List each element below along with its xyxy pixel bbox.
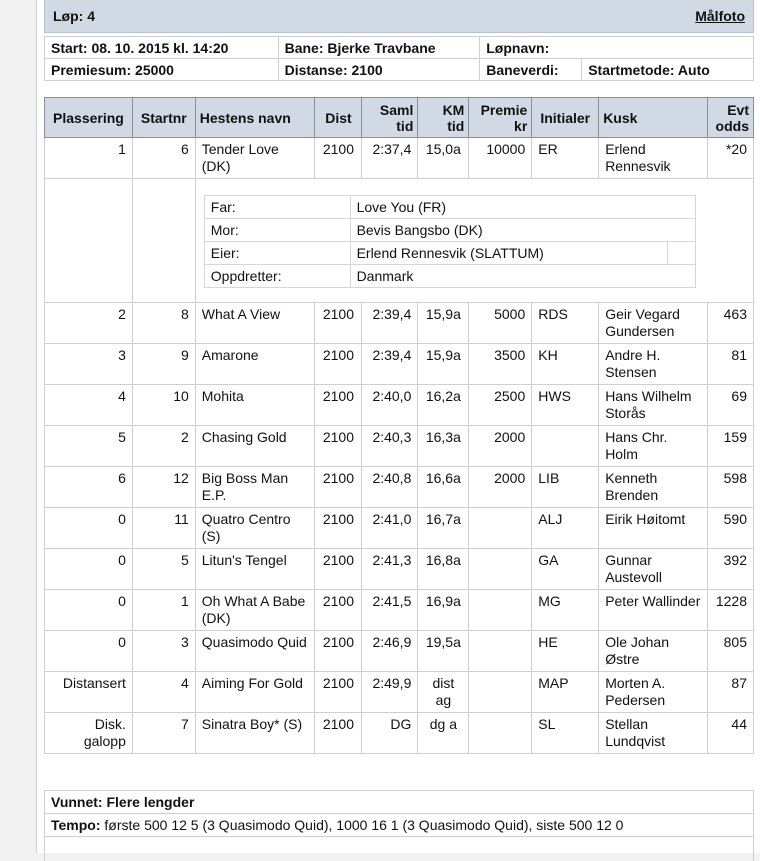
tempo-value: første 500 12 5 (3 Quasimodo Quid), 1000 16 1 (3 Quasimodo Quid), siste 500 12 0 (100, 817, 624, 833)
table-row (45, 426, 754, 467)
km-time: dg a (418, 713, 469, 754)
placement: 1 (45, 138, 133, 179)
race-header (44, 0, 754, 33)
initials: SL (532, 713, 599, 754)
initials: HWS (532, 385, 599, 426)
owner-value: Erlend Rennesvik (SLATTUM) (350, 242, 667, 265)
initials: ALJ (532, 508, 599, 549)
placement: 0 (45, 631, 133, 672)
col-driver[interactable]: Kusk (599, 98, 708, 138)
results-header-row (45, 98, 754, 138)
horse-name[interactable]: Big Boss Man E.P. (195, 467, 315, 508)
col-dist[interactable]: Dist (315, 98, 362, 138)
col-initials[interactable]: Initialer (532, 98, 599, 138)
total-time: 2:41,5 (362, 590, 418, 631)
driver[interactable]: Stellan Lundqvist (599, 713, 708, 754)
table-row (45, 631, 754, 672)
race-summary-table (44, 790, 754, 861)
start-number: 4 (132, 672, 195, 713)
start-number: 7 (132, 713, 195, 754)
total-time: 2:40,3 (362, 426, 418, 467)
race-name: Løpnavn: (480, 37, 754, 59)
initials: ER (532, 138, 599, 179)
prize: 5000 (469, 303, 532, 344)
initials: MAP (532, 672, 599, 713)
start-method: Startmetode: Auto (582, 59, 754, 81)
km-time: 16,7a (418, 508, 469, 549)
table-row (45, 344, 754, 385)
horse-detail-row (45, 179, 754, 303)
driver[interactable]: Eirik Høitomt (599, 508, 708, 549)
horse-name[interactable]: Tender Love (DK) (195, 138, 315, 179)
km-time: 19,5a (418, 631, 469, 672)
distance: 2100 (315, 467, 362, 508)
winning-margin: Vunnet: Flere lengder (45, 791, 754, 814)
odds: 1228 (707, 590, 753, 631)
results-table (44, 97, 754, 754)
race-distance: Distanse: 2100 (278, 59, 480, 81)
total-time: 2:41,3 (362, 549, 418, 590)
initials: LIB (532, 467, 599, 508)
total-time: 2:46,9 (362, 631, 418, 672)
horse-name[interactable]: Chasing Gold (195, 426, 315, 467)
horse-name[interactable]: Litun's Tengel (195, 549, 315, 590)
start-number: 12 (132, 467, 195, 508)
start-number: 3 (132, 631, 195, 672)
prize (469, 631, 532, 672)
table-row (45, 385, 754, 426)
placement: 6 (45, 467, 133, 508)
col-prize[interactable]: Premie kr (469, 98, 532, 138)
total-time: 2:39,4 (362, 344, 418, 385)
col-horse-name[interactable]: Hestens navn (195, 98, 315, 138)
distance: 2100 (315, 385, 362, 426)
total-time: 2:39,4 (362, 303, 418, 344)
col-odds[interactable]: Evt odds (707, 98, 753, 138)
start-number: 1 (132, 590, 195, 631)
total-time: 2:41,0 (362, 508, 418, 549)
odds: 463 (707, 303, 753, 344)
track-value: Baneverdi: (480, 59, 582, 81)
start-number: 5 (132, 549, 195, 590)
col-placement[interactable]: Plassering (45, 98, 133, 138)
odds: 69 (707, 385, 753, 426)
driver[interactable]: Hans Wilhelm Storås (599, 385, 708, 426)
table-row (45, 713, 754, 754)
initials: RDS (532, 303, 599, 344)
sire-value: Love You (FR) (350, 196, 695, 219)
driver[interactable]: Kenneth Brenden (599, 467, 708, 508)
distance: 2100 (315, 590, 362, 631)
start-number: 6 (132, 138, 195, 179)
race-title: Løp: 4 (53, 8, 95, 24)
placement: 4 (45, 385, 133, 426)
placement: 0 (45, 508, 133, 549)
dam-value: Bevis Bangsbo (DK) (350, 219, 695, 242)
start-number: 10 (132, 385, 195, 426)
horse-name[interactable]: Quatro Centro (S) (195, 508, 315, 549)
detail-empty-2 (132, 179, 195, 303)
sire-label: Far: (204, 196, 350, 219)
distance: 2100 (315, 303, 362, 344)
breeder-label: Oppdretter: (204, 265, 350, 288)
driver[interactable]: Hans Chr. Holm (599, 426, 708, 467)
owner-extra-cell (667, 242, 695, 265)
horse-name[interactable]: Amarone (195, 344, 315, 385)
placement: Distansert (45, 672, 133, 713)
odds: *20 (707, 138, 753, 179)
placement: 0 (45, 549, 133, 590)
photo-finish-link[interactable]: Målfoto (695, 8, 745, 24)
start-number: 8 (132, 303, 195, 344)
detail-empty-1 (45, 179, 133, 303)
odds: 598 (707, 467, 753, 508)
distance: 2100 (315, 549, 362, 590)
km-time: 16,2a (418, 385, 469, 426)
start-number: 11 (132, 508, 195, 549)
total-time: 2:40,8 (362, 467, 418, 508)
placement: 3 (45, 344, 133, 385)
odds: 590 (707, 508, 753, 549)
horse-name[interactable]: Quasimodo Quid (195, 631, 315, 672)
driver[interactable]: Ole Johan Østre (599, 631, 708, 672)
distance: 2100 (315, 344, 362, 385)
odds: 44 (707, 713, 753, 754)
prize: 2000 (469, 467, 532, 508)
prize: 2000 (469, 426, 532, 467)
km-time: 15,9a (418, 303, 469, 344)
horse-name[interactable]: Mohita (195, 385, 315, 426)
horse-detail-cell (195, 179, 753, 303)
driver[interactable]: Geir Vegard Gundersen (599, 303, 708, 344)
odds: 159 (707, 426, 753, 467)
odds: 392 (707, 549, 753, 590)
table-row (45, 303, 754, 344)
horse-name[interactable]: Sinatra Boy* (S) (195, 713, 315, 754)
distance: 2100 (315, 672, 362, 713)
horse-name[interactable]: What A View (195, 303, 315, 344)
dam-label: Mor: (204, 219, 350, 242)
initials: KH (532, 344, 599, 385)
placement: 2 (45, 303, 133, 344)
total-time: DG (362, 713, 418, 754)
table-row (45, 508, 754, 549)
distance: 2100 (315, 426, 362, 467)
distance: 2100 (315, 713, 362, 754)
horse-pedigree-table (204, 195, 696, 288)
placement: Disk. galopp (45, 713, 133, 754)
odds: 81 (707, 344, 753, 385)
total-time: 2:49,9 (362, 672, 418, 713)
total-time: 2:37,4 (362, 138, 418, 179)
driver[interactable]: Gunnar Austevoll (599, 549, 708, 590)
col-total-time[interactable]: Saml tid (362, 98, 418, 138)
km-time: 16,3a (418, 426, 469, 467)
table-row (45, 590, 754, 631)
initials: GA (532, 549, 599, 590)
prize (469, 672, 532, 713)
table-row (45, 672, 754, 713)
distance: 2100 (315, 631, 362, 672)
initials: HE (532, 631, 599, 672)
placement: 5 (45, 426, 133, 467)
tempo-label: Tempo: (51, 817, 101, 833)
prize: 2500 (469, 385, 532, 426)
breeder-value: Danmark (350, 265, 695, 288)
table-row (45, 138, 754, 179)
placement: 0 (45, 590, 133, 631)
km-time: 15,9a (418, 344, 469, 385)
km-time: 16,9a (418, 590, 469, 631)
initials (532, 426, 599, 467)
col-startnr[interactable]: Startnr (132, 98, 195, 138)
km-time: dist ag (418, 672, 469, 713)
prize: 10000 (469, 138, 532, 179)
prize (469, 713, 532, 754)
owner-label: Eier: (204, 242, 350, 265)
table-row (45, 467, 754, 508)
driver[interactable]: Morten A. Pedersen (599, 672, 708, 713)
prize: 3500 (469, 344, 532, 385)
horse-name[interactable]: Aiming For Gold (195, 672, 315, 713)
km-time: 16,6a (418, 467, 469, 508)
driver[interactable]: Andre H. Stensen (599, 344, 708, 385)
driver[interactable]: Peter Wallinder (599, 590, 708, 631)
driver[interactable]: Erlend Rennesvik (599, 138, 708, 179)
start-time: Start: 08. 10. 2015 kl. 14:20 (45, 37, 279, 59)
prize (469, 590, 532, 631)
total-time: 2:40,0 (362, 385, 418, 426)
km-time: 15,0a (418, 138, 469, 179)
race-info-table (44, 36, 754, 81)
summary-empty-row (45, 837, 754, 861)
horse-name[interactable]: Oh What A Babe (DK) (195, 590, 315, 631)
start-number: 2 (132, 426, 195, 467)
odds: 87 (707, 672, 753, 713)
initials: MG (532, 590, 599, 631)
prize (469, 549, 532, 590)
start-number: 9 (132, 344, 195, 385)
track-name: Bane: Bjerke Travbane (278, 37, 480, 59)
odds: 805 (707, 631, 753, 672)
distance: 2100 (315, 138, 362, 179)
prize (469, 508, 532, 549)
col-km-time[interactable]: KM tid (418, 98, 469, 138)
prize-sum: Premiesum: 25000 (45, 59, 279, 81)
km-time: 16,8a (418, 549, 469, 590)
table-row (45, 549, 754, 590)
tempo-line (45, 814, 754, 837)
distance: 2100 (315, 508, 362, 549)
